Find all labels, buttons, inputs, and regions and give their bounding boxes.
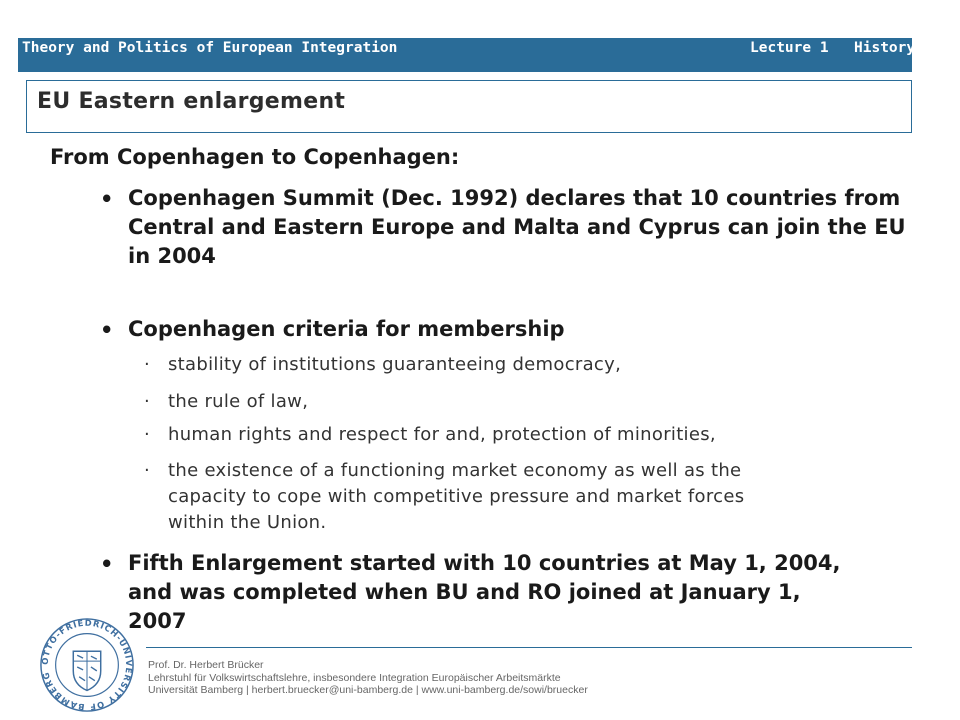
sub-bullet-marker: · xyxy=(144,354,150,375)
course-title: Theory and Politics of European Integration xyxy=(22,40,398,56)
sub-bullet-marker: · xyxy=(144,460,150,481)
bullet-marker: • xyxy=(100,318,114,342)
footer-info xyxy=(148,659,588,697)
footer-chair: Lehrstuhl für Volkswirtschaftslehre, insbesondere Integration Europäischer Arbeitsmärkte xyxy=(148,671,561,684)
footer-author: Prof. Dr. Herbert Brücker xyxy=(148,659,264,671)
bullet-fifth-enlargement: Fifth Enlargement started with 10 countries at May 1, 2004, and was completed when BU and RO joined at January 1, 2007 xyxy=(128,551,841,633)
slide-title: EU Eastern enlargement xyxy=(37,89,346,114)
footer-contact: Universität Bamberg | herbert.bruecker@uni-bamberg.de | www.uni-bamberg.de/sowi/bruecker xyxy=(148,684,588,696)
bullet-marker: • xyxy=(100,552,114,576)
sub-bullet-marker: · xyxy=(144,391,150,412)
criterion-democracy: stability of institutions guaranteeing democracy, xyxy=(168,354,622,375)
lecture-topic: History xyxy=(854,40,916,56)
bullet-marker: • xyxy=(100,187,114,211)
lecture-number: Lecture 1 xyxy=(750,40,829,56)
seal-lettering: OTTO-FRIEDRICH-UNIVERSITY OF BAMBERG xyxy=(39,617,135,713)
footer-divider xyxy=(146,647,912,648)
bullet-copenhagen-summit: Copenhagen Summit (Dec. 1992) declares that 10 countries from Central and Eastern Europe and Malta and Cyprus can join the EU in 2004 xyxy=(128,186,906,268)
bullet-copenhagen-criteria: Copenhagen criteria for membership xyxy=(128,317,565,341)
sub-bullet-marker: · xyxy=(144,424,150,445)
section-heading: From Copenhagen to Copenhagen: xyxy=(50,145,460,169)
criterion-human-rights: human rights and respect for and, protection of minorities, xyxy=(168,424,716,445)
criterion-rule-of-law: the rule of law, xyxy=(168,391,309,412)
university-seal-icon xyxy=(38,616,136,714)
criterion-market-economy: the existence of a functioning market economy as well as the capacity to cope with competitive pressure and market forces within the Union. xyxy=(168,460,745,533)
